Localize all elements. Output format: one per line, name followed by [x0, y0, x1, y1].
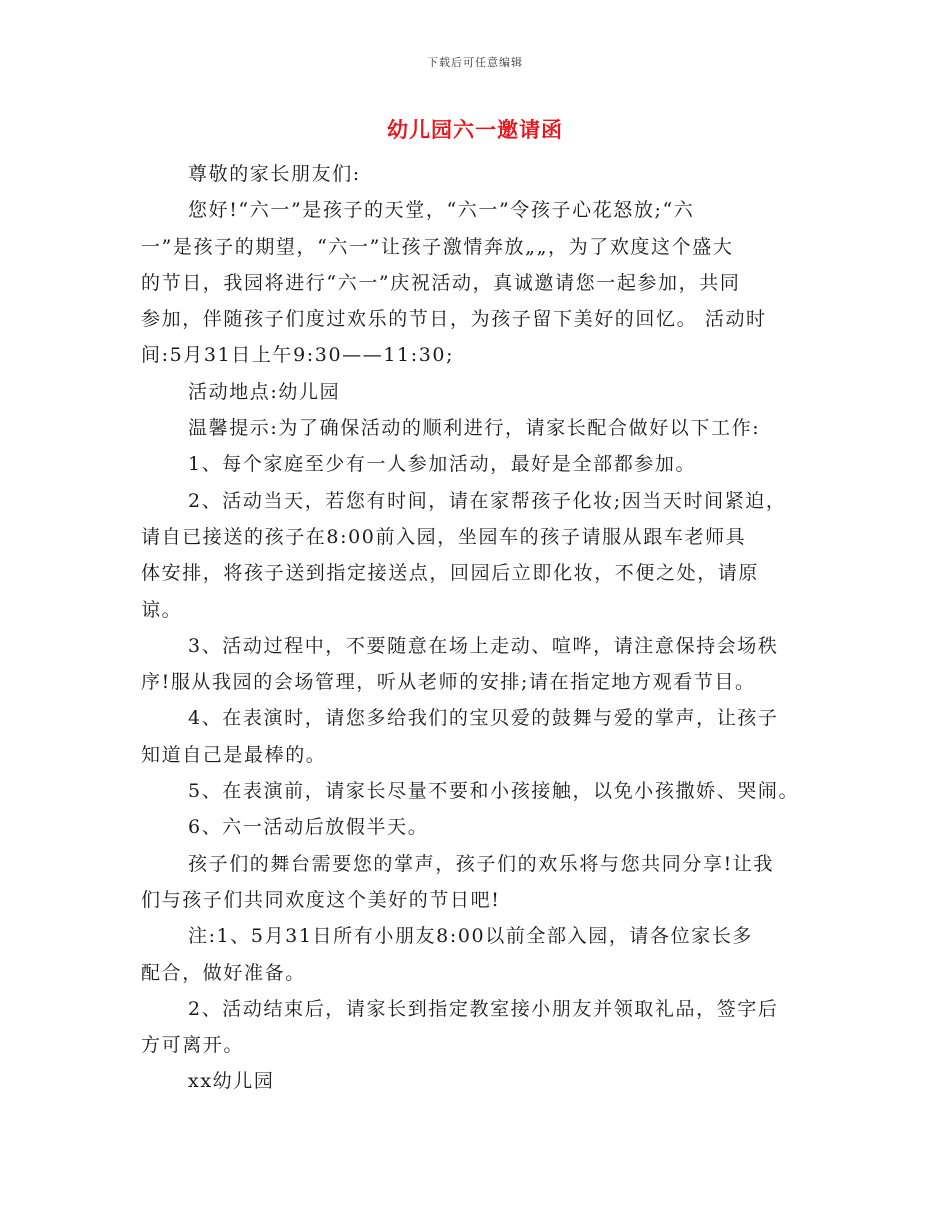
- text-line: 间:5月31日上午9:30——11:30;: [141, 344, 455, 367]
- text-line: 体安排，将孩子送到指定接送点，回园后立即化妆，不便之处，请原: [141, 562, 760, 585]
- text-line: 一”是孩子的期望，“六一”让孩子激情奔放„„，为了欢度这个盛大: [141, 235, 734, 258]
- text-line: 温馨提示:为了确保活动的顺利进行，请家长配合做好以下工作:: [188, 417, 761, 440]
- text-line: 配合，做好准备。: [141, 961, 306, 984]
- text-line: 5、在表演前，请家长尽量不要和小孩接触，以免小孩撒娇、哭闹。: [188, 780, 800, 803]
- text-line: 谅。: [141, 598, 183, 621]
- text-line: 知道自己是最棒的。: [141, 743, 327, 766]
- text-line: 尊敬的家长朋友们:: [188, 163, 361, 185]
- text-line: 您好!“六一”是孩子的天堂，“六一”令孩子心花怒放;“六: [188, 199, 695, 222]
- text-line: 3、活动过程中，不要随意在场上走动、喧哗，请注意保持会场秩: [188, 634, 779, 657]
- text-line: 的节日，我园将进行“六一”庆祝活动，真诚邀请您一起参加，共同: [141, 271, 741, 294]
- letter-body: [141, 156, 821, 1100]
- text-line: 2、活动当天，若您有时间，请在家帮孩子化妆;因当天时间紧迫，: [188, 489, 787, 512]
- text-line: 注:1、5月31日所有小朋友8:00以前全部入园，请各位家长多: [188, 925, 754, 948]
- text-line: 方可离开。: [141, 1034, 245, 1057]
- header-note: 下载后可任意编辑: [427, 56, 523, 69]
- text-line: 序!服从我园的会场管理，听从老师的安排;请在指定地方观看节目。: [141, 671, 756, 694]
- text-line: 6、六一活动后放假半天。: [188, 816, 429, 839]
- text-line: 孩子们的舞台需要您的掌声，孩子们的欢乐将与您共同分享!让我: [188, 852, 775, 875]
- text-line: 活动地点:幼儿园: [188, 380, 341, 403]
- text-line: 4、在表演时，请您多给我们的宝贝爱的鼓舞与爱的掌声，让孩子: [188, 707, 779, 730]
- text-line: 请自已接送的孩子在8:00前入园，坐园车的孩子请服从跟车老师具: [141, 525, 747, 548]
- text-line: 2、活动结束后，请家长到指定教室接小朋友并领取礼品，签字后: [188, 997, 779, 1020]
- text-line: 参加，伴随孩子们度过欢乐的节日，为孩子留下美好的回忆。 活动时: [141, 308, 767, 331]
- document-title: 幼儿园六一邀请函: [387, 117, 563, 142]
- text-line: xx幼儿园: [188, 1070, 275, 1093]
- text-line: 们与孩子们共同欢度这个美好的节日吧!: [141, 888, 501, 911]
- text-line: 1、每个家庭至少有一人参加活动，最好是全部都参加。: [188, 453, 697, 476]
